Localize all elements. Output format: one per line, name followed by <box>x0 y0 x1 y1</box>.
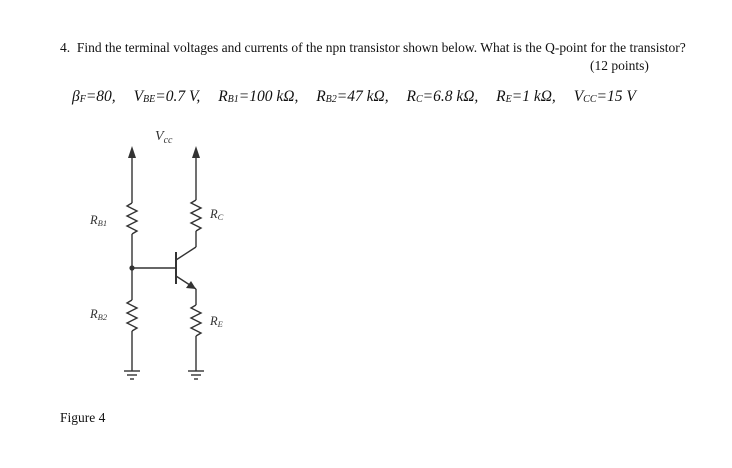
re-resistor <box>191 305 201 336</box>
vcc-arrow-right-icon <box>192 146 200 158</box>
rb1-resistor <box>127 203 137 234</box>
rc-label: RC <box>210 207 224 222</box>
param-vbe: $V_{BE}=0.7$ V, <box>133 88 201 105</box>
ground-left-icon <box>124 371 140 379</box>
vcc-arrow-left-icon <box>128 146 136 158</box>
param-re: $R_E=1$ kΩ, <box>496 88 556 105</box>
question-number: 4. <box>60 40 71 55</box>
rb1-label: RB1 <box>90 213 108 228</box>
param-rb2: $R_{B2}=47$ kΩ, <box>316 88 389 105</box>
rc-resistor <box>191 200 201 231</box>
rb2-label: RB2 <box>90 307 108 322</box>
emitter-arrow-icon <box>186 281 196 289</box>
param-beta: $\beta_F=80$, <box>72 88 116 105</box>
figure-caption: Figure 4 <box>60 410 106 425</box>
param-vcc: $V_{CC}=15$ V <box>573 88 636 105</box>
rb2-resistor <box>127 300 137 331</box>
vcc-label: $V_{cc}$ <box>155 129 173 146</box>
base-node-dot <box>129 265 134 270</box>
ground-right-icon <box>188 371 204 379</box>
question-points: (12 points) <box>590 58 649 73</box>
param-rb1: $R_{B1}=100$ kΩ, <box>218 88 299 105</box>
param-rc: $R_C=6.8$ kΩ, <box>406 88 479 105</box>
question-body: Find the terminal voltages and currents of the npn transistor shown below. What is the Q-point for the transistor? <box>76 40 686 55</box>
transistor-collector <box>176 247 196 260</box>
re-label: RE <box>210 314 223 329</box>
